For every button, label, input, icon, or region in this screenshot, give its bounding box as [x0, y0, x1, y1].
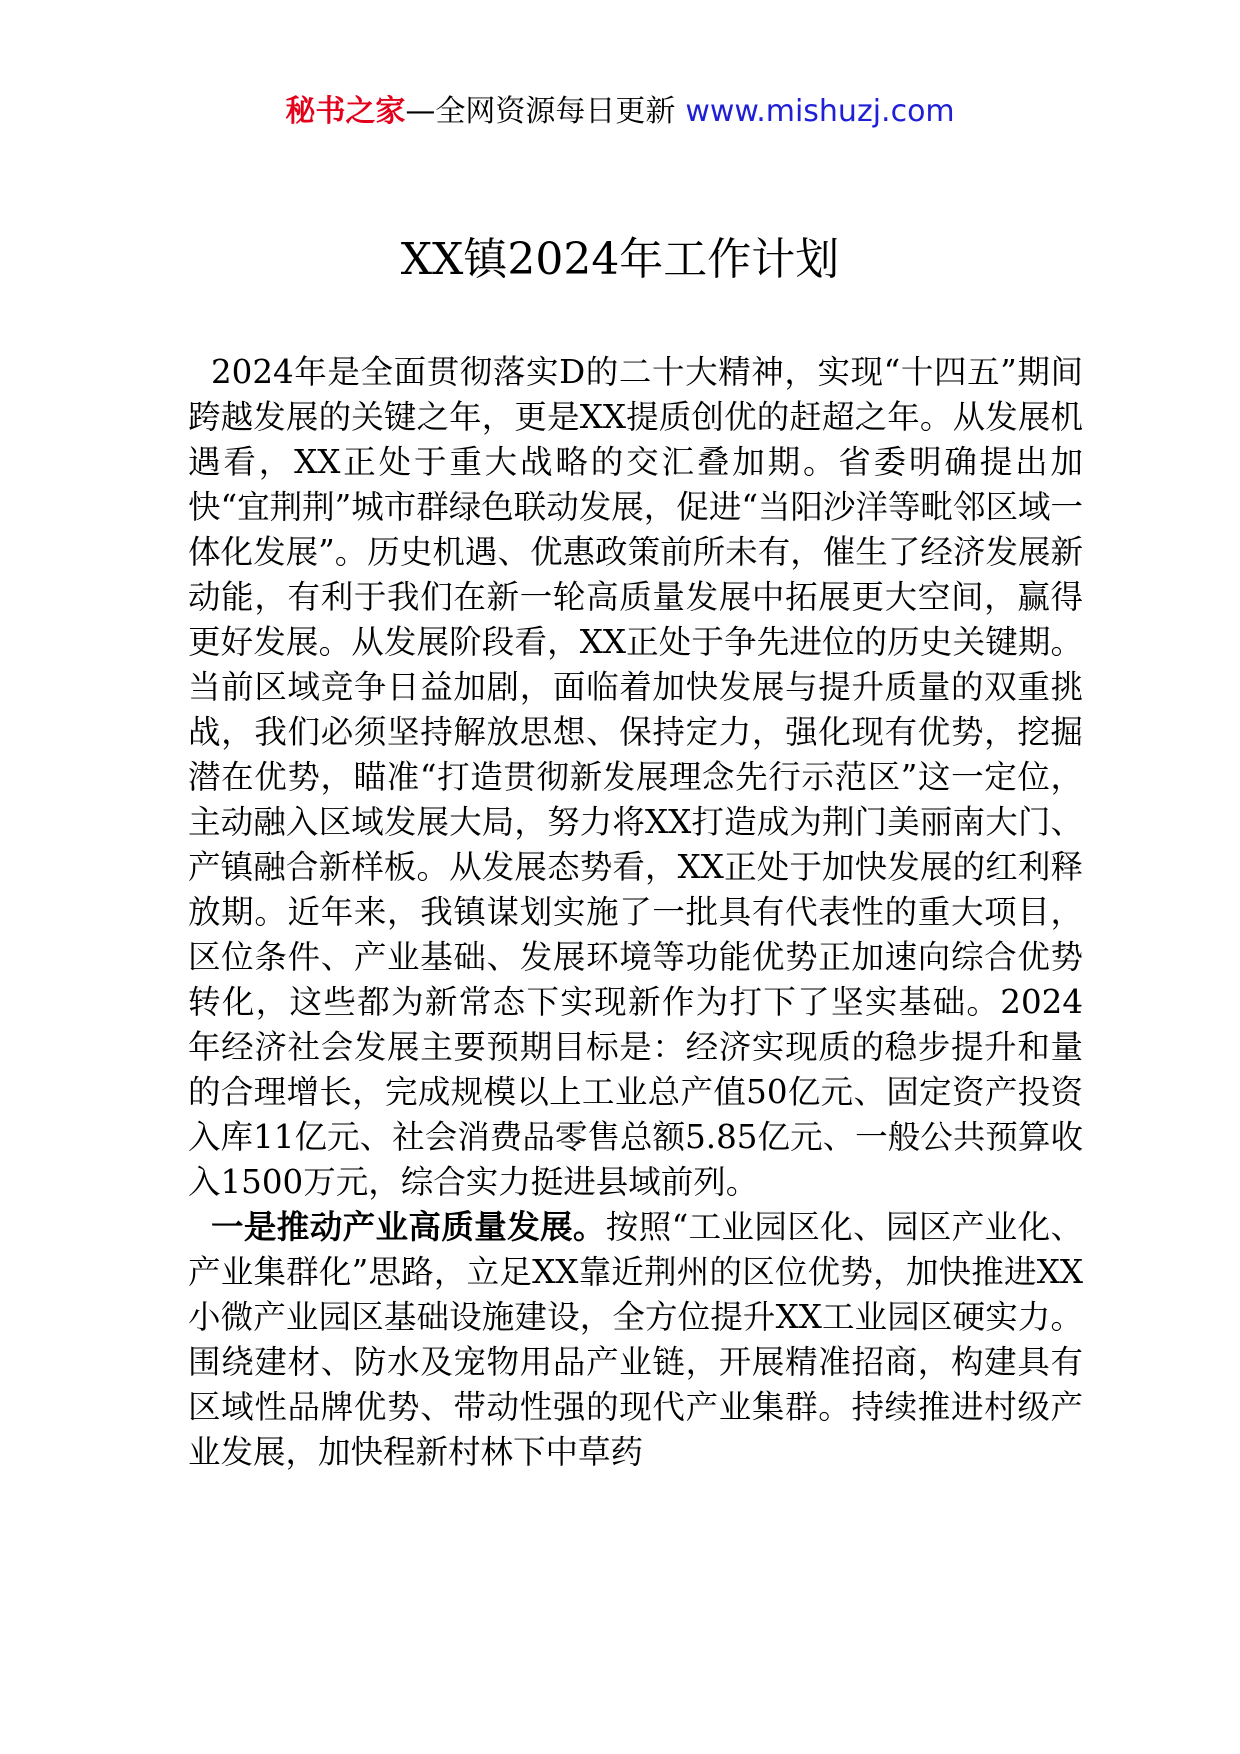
paragraph-industry [188, 1205, 1083, 1475]
banner-tagline: —全网资源每日更新 [405, 94, 676, 129]
paragraph-text: 按照“工业园区化、园区产业化、产业集群化”思路，立足XX靠近荆州的区位优势，加快推进XX小微产业园区基础设施建设，全方位提升XX工业园区硬实力。围绕建材、防水及宠物用品产业链，开展精准招商，构建具有区域性品牌优势、带动性强的现代产业集群。持续推进村级产业发展，加快程新村林下中草药 [188, 1208, 1083, 1471]
paragraph-text: 2024年是全面贯彻落实D的二十大精神，实现“十四五”期间跨越发展的关键之年，更是XX提质创优的赶超之年。从发展机遇看，XX正处于重大战略的交汇叠加期。省委明确提出加快“宜荆荆”城市群绿色联动发展，促进“当阳沙洋等毗邻区域一体化发展”。历史机遇、优惠政策前所未有，催生了经济发展新动能，有利于我们在新一轮高质量发展中拓展更大空间，赢得更好发展。从发展阶段看，XX正处于争先进位的历史关键期。当前区域竞争日益加剧，面临着加快发展与提升质量的双重挑战，我们必须坚持解放思想、保持定力，强化现有优势，挖掘潜在优势，瞄准“打造贯彻新发展理念先行示范区”这一定位，主动融入区域发展大局，努力将XX打造成为荆门美丽南大门、产镇融合新样板。从发展态势看，XX正处于加快发展的红利释放期。近年来，我镇谋划实施了一批具有代表性的重大项目，区位条件、产业基础、发展环境等功能优势正加速向综合优势转化，这些都为新常态下实现新作为打下了坚实基础。2024年经济社会发展主要预期目标是：经济实现质的稳步提升和量的合理增长，完成规模以上工业总产值50亿元、固定资产投资入库11亿元、社会消费品零售总额5.85亿元、一般公共预算收入1500万元，综合实力挺进县域前列。 [188, 353, 1083, 1201]
site-url-link[interactable]: www.mishuzj.com [685, 94, 955, 129]
brand-name: 秘书之家 [285, 94, 406, 129]
site-banner [0, 92, 1240, 132]
document-title: XX镇2024年工作计划 [400, 234, 840, 285]
document-body [188, 350, 1083, 1475]
paragraph-intro [188, 350, 1083, 1205]
paragraph-lead: 一是推动产业高质量发展。 [211, 1208, 606, 1246]
